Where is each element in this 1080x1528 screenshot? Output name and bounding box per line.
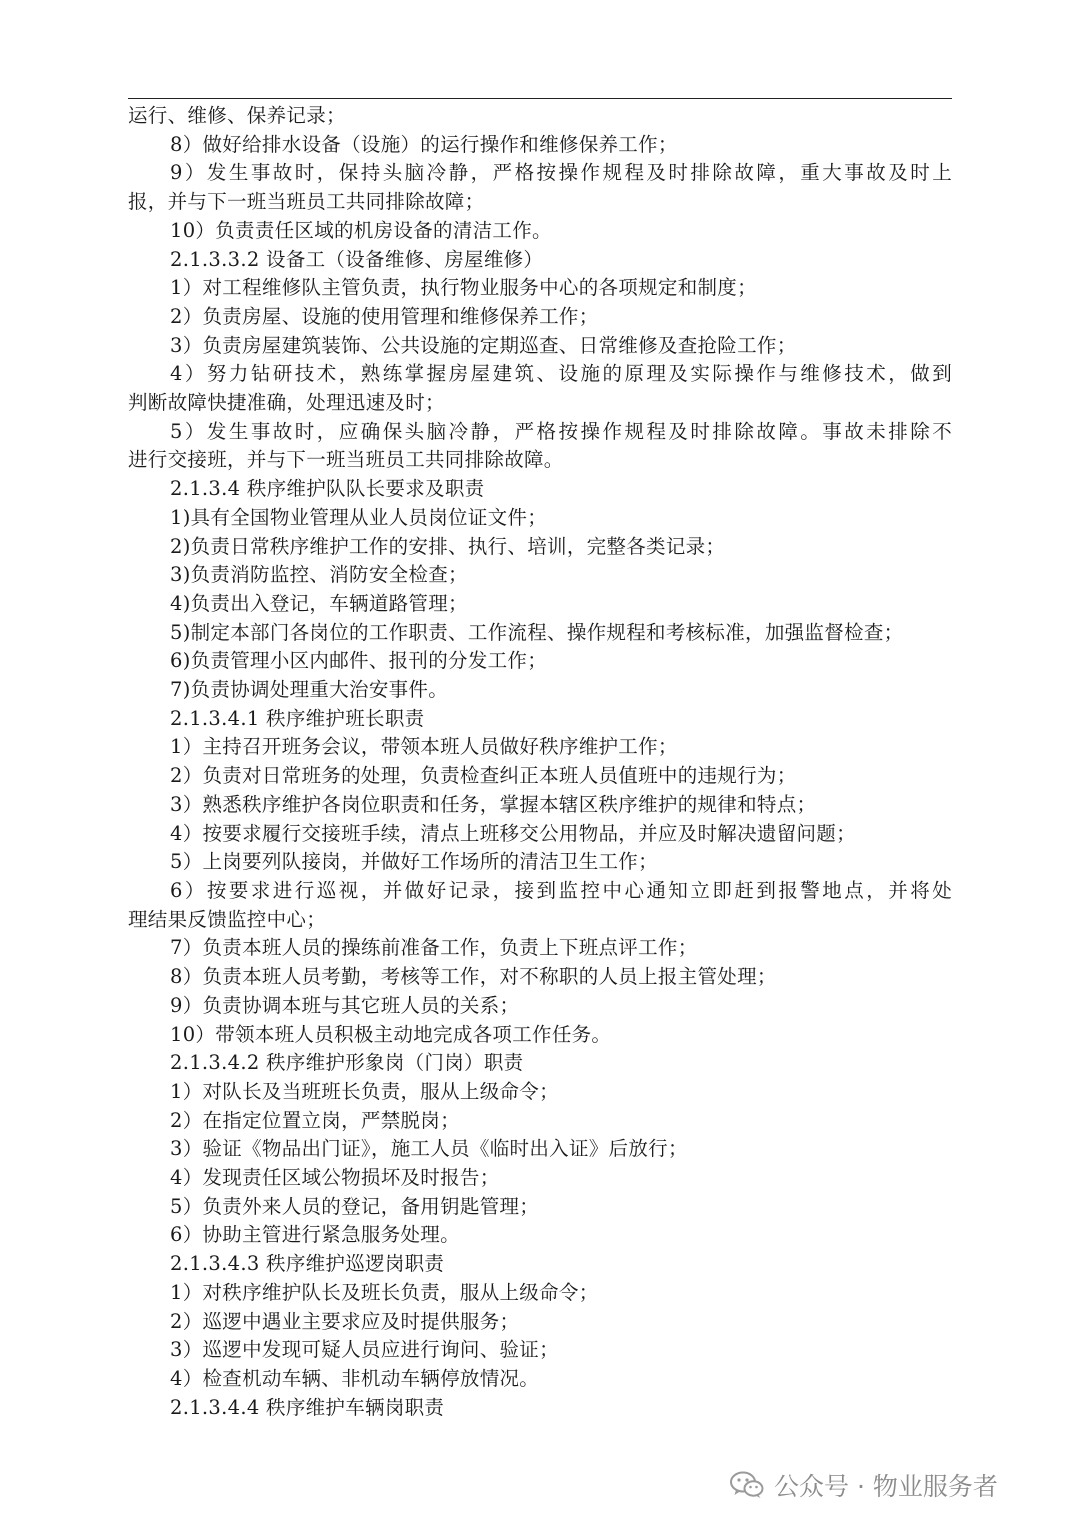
text-line: 报，并与下一班当班员工共同排除故障； (128, 190, 485, 214)
watermark (730, 1462, 998, 1508)
wechat-icon (730, 1471, 764, 1499)
text-line: 2.1.3.4.4 秩序维护车辆岗职责 (170, 1395, 445, 1419)
text-line: 8）做好给排水设备（设施）的运行操作和维修保养工作； (170, 132, 678, 156)
text-line: 5）上岗要列队接岗，并做好工作场所的清洁卫生工作； (170, 850, 658, 874)
text-line: 4）检查机动车辆、非机动车辆停放情况。 (170, 1366, 540, 1390)
text-line: 2.1.3.3.2 设备工（设备维修、房屋维修） (170, 247, 544, 271)
text-line: 7)负责协调处理重大治安事件。 (170, 678, 449, 702)
text-line: 3）熟悉秩序维护各岗位职责和任务，掌握本辖区秩序维护的规律和特点； (170, 792, 817, 816)
text-line: 2.1.3.4.2 秩序维护形象岗（门岗）职责 (170, 1051, 524, 1075)
text-line: 2）负责房屋、设施的使用管理和维修保养工作； (170, 304, 599, 328)
text-line: 3）巡逻中发现可疑人员应进行询问、验证； (170, 1338, 559, 1362)
text-line: 3）负责房屋建筑装饰、公共设施的定期巡查、日常维修及查抢险工作； (170, 333, 797, 357)
text-line: 1）主持召开班务会议，带领本班人员做好秩序维护工作； (170, 735, 678, 759)
text-line: 运行、维修、保养记录； (128, 104, 346, 127)
text-line: 1)具有全国物业管理从业人员岗位证文件； (170, 505, 548, 529)
text-line: 9）发生事故时，保持头脑冷静，严格按操作规程及时排除故障，重大事故及时上 (170, 161, 952, 185)
watermark-text: 公众号 · 物业服务者 (774, 1472, 998, 1501)
text-line: 5）负责外来人员的登记，备用钥匙管理； (170, 1194, 540, 1218)
text-line: 3)负责消防监控、消防安全检查； (170, 563, 468, 587)
text-line: 4）发现责任区域公物损坏及时报告； (170, 1166, 500, 1190)
text-line: 理结果反馈监控中心； (128, 907, 327, 931)
text-line: 7）负责本班人员的操练前准备工作，负责上下班点评工作； (170, 936, 698, 960)
text-line: 进行交接班，并与下一班当班员工共同排除故障。 (128, 448, 564, 472)
text-line: 2.1.3.4.3 秩序维护巡逻岗职责 (170, 1252, 445, 1276)
text-line: 判断故障快捷准确，处理迅速及时； (128, 391, 445, 415)
document-body (128, 102, 952, 1422)
text-line: 2.1.3.4.1 秩序维护班长职责 (170, 706, 425, 730)
text-line: 2）巡逻中遇业主要求应及时提供服务； (170, 1309, 520, 1333)
text-line: 8）负责本班人员考勤，考核等工作，对不称职的人员上报主管处理； (170, 965, 777, 989)
text-line: 2）负责对日常班务的处理，负责检查纠正本班人员值班中的违规行为； (170, 764, 797, 788)
text-line: 5）发生事故时，应确保头脑冷静，严格按操作规程及时排除故障。事故未排除不 (170, 419, 952, 443)
text-line: 6）协助主管进行紧急服务处理。 (170, 1223, 460, 1247)
text-line: 6)负责管理小区内邮件、报刊的分发工作； (170, 649, 548, 673)
text-line: 3）验证《物品出门证》，施工人员《临时出入证》后放行； (170, 1137, 688, 1161)
text-line: 2.1.3.4 秩序维护队队长要求及职责 (170, 477, 485, 501)
text-line: 2）在指定位置立岗，严禁脱岗； (170, 1108, 460, 1132)
text-line: 4）按要求履行交接班手续，清点上班移交公用物品，并应及时解决遗留问题； (170, 821, 856, 845)
text-line: 4)负责出入登记，车辆道路管理； (170, 591, 468, 615)
header-rule (128, 98, 952, 99)
text-line: 2)负责日常秩序维护工作的安排、执行、培训，完整各类记录； (170, 534, 726, 558)
text-line: 1）对工程维修队主管负责，执行物业服务中心的各项规定和制度； (170, 276, 757, 300)
text-line: 1）对秩序维护队长及班长负责，服从上级命令； (170, 1280, 599, 1304)
text-line: 6）按要求进行巡视，并做好记录，接到监控中心通知立即赶到报警地点，并将处 (170, 878, 952, 902)
text-line: 10）带领本班人员积极主动地完成各项工作任务。 (170, 1022, 612, 1046)
text-line: 5)制定本部门各岗位的工作职责、工作流程、操作规程和考核标准，加强监督检查； (170, 620, 904, 644)
text-line: 10）负责责任区域的机房设备的清洁工作。 (170, 218, 552, 242)
text-line: 1）对队长及当班班长负责，服从上级命令； (170, 1079, 559, 1103)
text-line: 4）努力钻研技术，熟练掌握房屋建筑、设施的原理及实际操作与维修技术，做到 (170, 362, 952, 386)
text-line: 9）负责协调本班与其它班人员的关系； (170, 993, 520, 1017)
